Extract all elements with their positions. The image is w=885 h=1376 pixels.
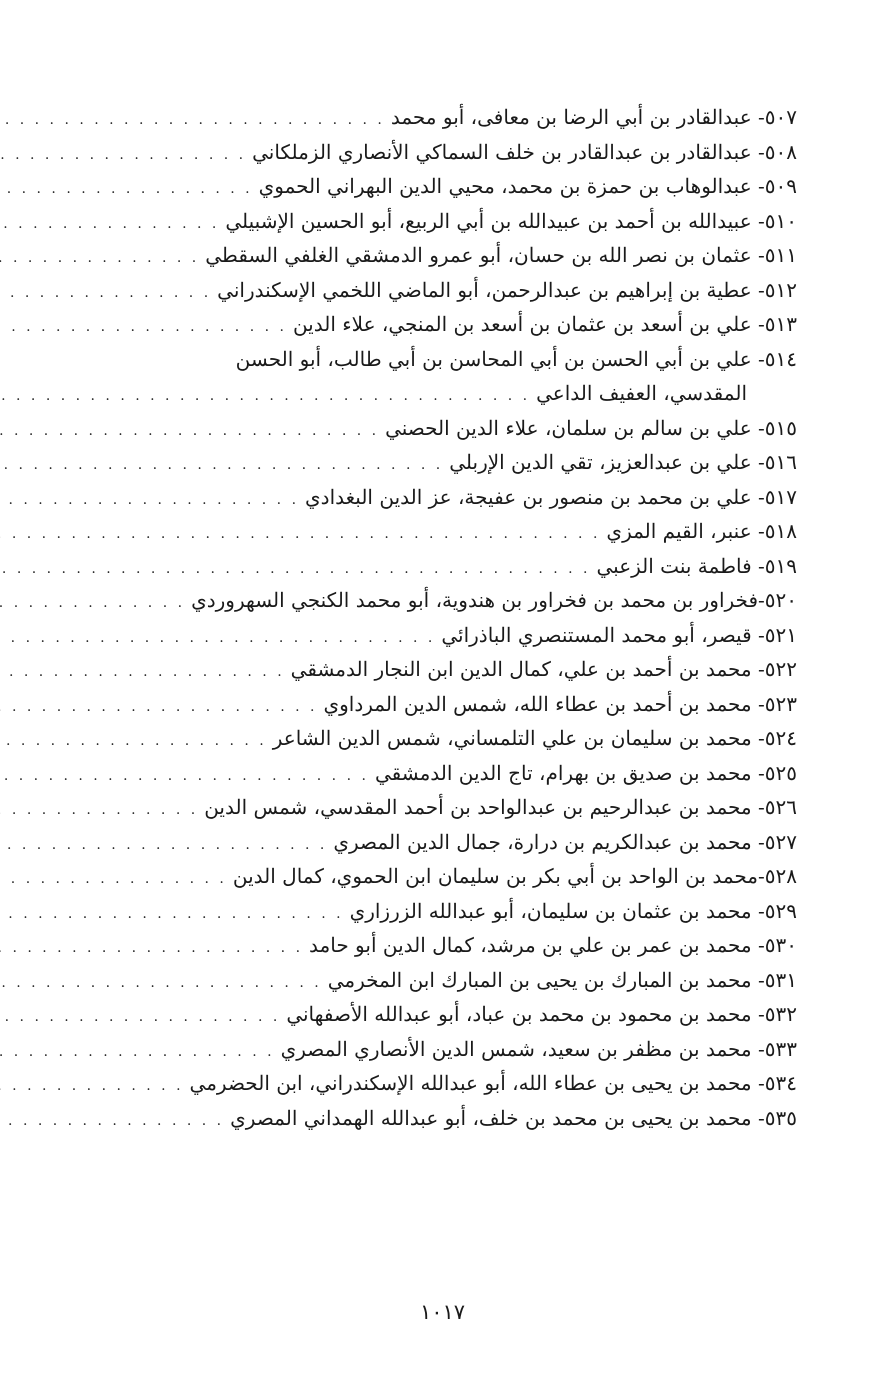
toc-entry bbox=[88, 1101, 797, 1136]
toc-entry-title: ٥١٩- فاطمة بنت الزعبي bbox=[596, 553, 797, 578]
toc-entry bbox=[88, 997, 797, 1032]
toc-entry bbox=[88, 480, 797, 515]
toc-entry-title: ٥٢٩- محمد بن عثمان بن سليمان، أبو عبدالله الزرزاري bbox=[349, 898, 797, 923]
toc-entry bbox=[88, 273, 797, 308]
dot-leader bbox=[0, 1104, 230, 1139]
dot-leader bbox=[0, 172, 259, 207]
dot-leader bbox=[0, 276, 217, 311]
dot-leader bbox=[0, 862, 233, 897]
dot-leader bbox=[0, 207, 225, 242]
dot-leader bbox=[0, 690, 323, 725]
toc-entry-title: ٥١٨- عنبر، القيم المزي bbox=[606, 519, 797, 543]
toc-entry bbox=[88, 928, 797, 963]
toc-entry bbox=[88, 307, 797, 342]
toc-entry-title: ٥٢٤- محمد بن سليمان بن علي التلمساني، شمس الدين الشاعر bbox=[272, 726, 797, 750]
toc-entry-title: ٥٣٠- محمد بن عمر بن علي بن مرشد، كمال الدين أبو حامد bbox=[309, 933, 797, 957]
dot-leader bbox=[0, 1000, 286, 1035]
toc-entry-title: ٥٢٠-فخراور بن محمد بن فخراور بن هندوية، أبو محمد الكنجي السهروردي bbox=[191, 588, 797, 612]
toc-entry bbox=[88, 756, 797, 791]
toc-entry-title: ٥٠٩- عبدالوهاب بن حمزة بن محمد، محيي الدين البهراني الحموي bbox=[258, 174, 797, 198]
toc-entry bbox=[88, 583, 797, 618]
toc-entry bbox=[88, 376, 797, 411]
toc-entry bbox=[88, 618, 797, 653]
toc-entry bbox=[88, 687, 797, 722]
toc-entry bbox=[88, 825, 797, 860]
dot-leader bbox=[0, 138, 252, 173]
dot-leader bbox=[0, 621, 441, 656]
toc-entry bbox=[88, 790, 797, 825]
dot-leader bbox=[0, 483, 305, 518]
dot-leader bbox=[0, 379, 536, 414]
toc-entry-title: ٥٢٧- محمد بن عبدالكريم بن درارة، جمال الدين المصري bbox=[333, 829, 797, 854]
toc-entry bbox=[88, 169, 797, 204]
toc-entry-title: ٥٢٦- محمد بن عبدالرحيم بن عبدالواحد بن أحمد المقدسي، شمس الدين bbox=[204, 795, 797, 819]
toc-entry-title: ٥١٣- علي بن أسعد بن عثمان بن أسعد بن المنجي، علاء الدين bbox=[292, 312, 797, 336]
dot-leader bbox=[0, 414, 385, 449]
dot-leader bbox=[0, 931, 309, 966]
toc-entry bbox=[88, 100, 797, 135]
toc-entry-title: ٥٢٨-محمد بن الواحد بن أبي بكر بن سليمان ابن الحموي، كمال الدين bbox=[232, 864, 797, 888]
toc-entry bbox=[88, 514, 797, 549]
dot-leader bbox=[0, 897, 350, 932]
toc-entry-title: ٥٣١- محمد بن المبارك بن يحيى بن المبارك ابن المخرمي bbox=[327, 967, 797, 992]
toc-entry-title: ٥٣٥- محمد بن يحيى بن محمد بن خلف، أبو عبدالله الهمداني المصري bbox=[230, 1105, 797, 1130]
dot-leader bbox=[0, 1035, 281, 1070]
dot-leader bbox=[0, 724, 273, 759]
toc-entry-title: ٥٣٤- محمد بن يحيى بن عطاء الله، أبو عبدالله الإسكندراني، ابن الحضرمي bbox=[189, 1071, 797, 1095]
toc-entry bbox=[88, 238, 797, 273]
toc-entry-title: ٥٣٢- محمد بن محمود بن محمد بن عباد، أبو عبدالله الأصفهاني bbox=[286, 1002, 797, 1026]
toc-entry bbox=[88, 1032, 797, 1067]
toc-entry bbox=[88, 963, 797, 998]
toc-entry bbox=[88, 204, 797, 239]
toc-entry-title: ٥٢٣- محمد بن أحمد بن عطاء الله، شمس الدين المرداوي bbox=[323, 691, 797, 716]
toc-entry bbox=[88, 894, 797, 929]
toc-entry-title: ٥١٥- علي بن سالم بن سلمان، علاء الدين الحصني bbox=[385, 415, 797, 440]
toc-entry-title: ٥١٢- عطية بن إبراهيم بن عبدالرحمن، أبو الماضي اللخمي الإسكندراني bbox=[217, 277, 797, 302]
dot-leader bbox=[0, 517, 606, 552]
dot-leader bbox=[0, 103, 391, 138]
dot-leader bbox=[0, 655, 291, 690]
toc-entry-title: ٥١٤- علي بن أبي الحسن بن أبي المحاسن بن أبي طالب، أبو الحسن bbox=[235, 346, 797, 371]
dot-leader bbox=[0, 1069, 190, 1104]
toc-entry bbox=[88, 549, 797, 584]
toc-entry bbox=[88, 859, 797, 894]
toc-entry-title: ٥٣٣- محمد بن مظفر بن سعيد، شمس الدين الأنصاري المصري bbox=[280, 1036, 797, 1061]
table-of-contents bbox=[88, 100, 797, 1135]
dot-leader bbox=[0, 828, 333, 863]
toc-entry-title: ٥١٧- علي بن محمد بن منصور بن عفيجة، عز الدين البغدادي bbox=[305, 484, 797, 509]
dot-leader bbox=[0, 310, 293, 345]
toc-entry bbox=[88, 1066, 797, 1101]
dot-leader bbox=[0, 552, 597, 587]
page-number: ١٠١٧ bbox=[419, 1300, 466, 1324]
toc-entry bbox=[88, 445, 797, 480]
toc-entry bbox=[88, 342, 797, 377]
toc-entry bbox=[88, 721, 797, 756]
toc-entry-title: ٥٠٧- عبدالقادر بن أبي الرضا بن معافى، أبو محمد bbox=[390, 105, 797, 129]
toc-entry-title: ٥٢٢- محمد بن أحمد بن علي، كمال الدين ابن النجار الدمشقي bbox=[290, 657, 797, 681]
dot-leader bbox=[0, 966, 328, 1001]
toc-entry-title: ٥١٦- علي بن عبدالعزيز، تقي الدين الإربلي bbox=[449, 450, 797, 474]
dot-leader bbox=[0, 448, 449, 483]
toc-entry-title: ٥٢٥- محمد بن صديق بن بهرام، تاج الدين الدمشقي bbox=[374, 760, 797, 785]
toc-entry-title: ٥١١- عثمان بن نصر الله بن حسان، أبو عمرو الدمشقي الغلفي السقطي bbox=[205, 243, 797, 267]
dot-leader bbox=[0, 586, 191, 621]
dot-leader bbox=[0, 241, 205, 276]
toc-entry-title: ٥١٠- عبيدالله بن أحمد بن عبيدالله بن أبي الربيع، أبو الحسين الإشبيلي bbox=[225, 208, 797, 233]
toc-entry bbox=[88, 135, 797, 170]
toc-entry bbox=[88, 652, 797, 687]
toc-entry-title: المقدسي، العفيف الداعي bbox=[536, 381, 747, 405]
toc-entry-title: ٥٠٨- عبدالقادر بن عبدالقادر بن خلف السماكي الأنصاري الزملكاني bbox=[252, 139, 797, 164]
dot-leader bbox=[0, 759, 375, 794]
dot-leader bbox=[0, 793, 204, 828]
toc-entry-title: ٥٢١- قيصر، أبو محمد المستنصري الباذرائي bbox=[441, 622, 797, 647]
toc-entry bbox=[88, 411, 797, 446]
